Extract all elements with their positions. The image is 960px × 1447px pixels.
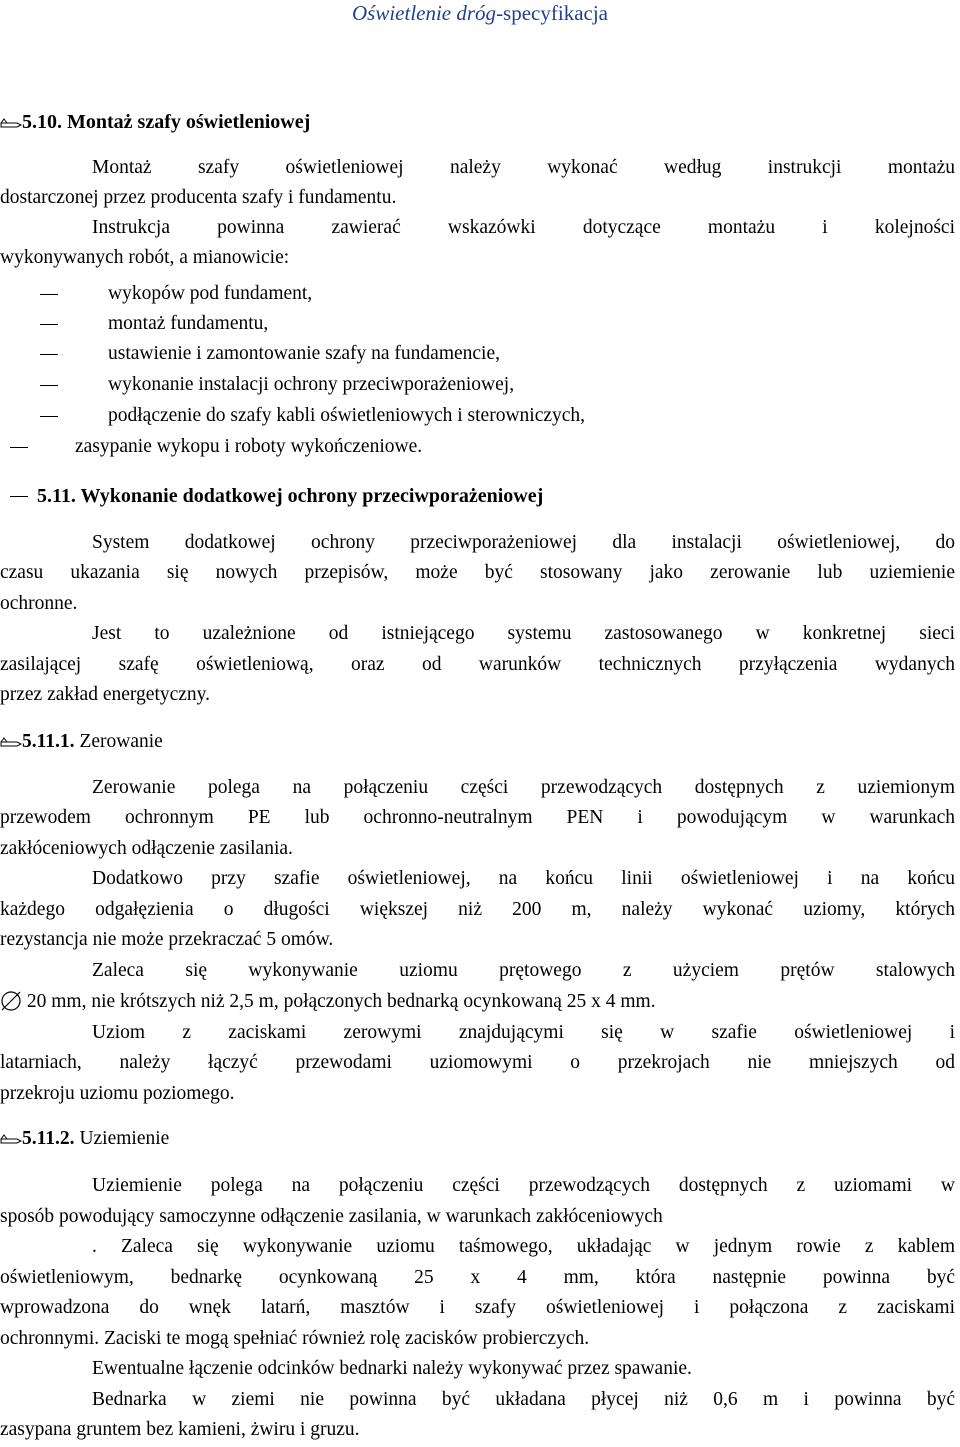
paragraph-line: każdego odgałęzienia o długości większej niż 200 m, należy wykonać uziomy, których bbox=[0, 899, 955, 920]
paragraph-line: System dodatkowej ochrony przeciwporażeniowej dla instalacji oświetleniowej, do bbox=[92, 532, 955, 553]
list-item: zasypanie wykopu i roboty wykończeniowe. bbox=[10, 435, 422, 459]
paragraph-line: sposób powodujący samoczynne odłączenie zasilania, w warunkach zakłóceniowych bbox=[0, 1206, 663, 1227]
paragraph-line: ochronne. bbox=[0, 593, 78, 614]
paragraph-line: zasypana gruntem bez kamieni, żwiru i gruzu. bbox=[0, 1419, 360, 1440]
paragraph-line: zakłóceniowych odłączenie zasilania. bbox=[0, 838, 293, 859]
paragraph-line: przewodem ochronnym PE lub ochronno-neutralnym PEN i powodującym w warunkach bbox=[0, 807, 955, 828]
paragraph-line: Instrukcja powinna zawierać wskazówki dotyczące montażu i kolejności bbox=[92, 217, 955, 238]
section-title: Zerowanie bbox=[74, 731, 163, 752]
paragraph-line: przez zakład energetyczny. bbox=[0, 684, 211, 705]
list-item: wykopów pod fundament, bbox=[40, 282, 312, 306]
diameter-icon bbox=[0, 990, 22, 1012]
list-item: podłączenie do szafy kabli oświetleniowych i sterowniczych, bbox=[40, 404, 585, 428]
dash-bullet-icon bbox=[10, 496, 28, 497]
section-5-11-2-heading bbox=[0, 1127, 955, 1151]
header-title-italic: Oświetlenie dróg bbox=[351, 1, 497, 25]
section-5-11-title: 5.11. Wykonanie dodatkowej ochrony przeciwporażeniowej bbox=[37, 485, 544, 507]
list-item: montaż fundamentu, bbox=[40, 312, 268, 336]
pointing-pen-icon bbox=[0, 730, 22, 754]
section-5-11-1-heading bbox=[0, 730, 955, 754]
paragraph-line: czasu ukazania się nowych przepisów, może być stosowany jako zerowanie lub uziemienie bbox=[0, 562, 955, 583]
section-title: Uziemienie bbox=[74, 1128, 170, 1149]
paragraph-line: Bednarka w ziemi nie powinna być układana płycej niż 0,6 m i powinna być bbox=[92, 1389, 955, 1410]
paragraph-line: rezystancja nie może przekraczać 5 omów. bbox=[0, 929, 334, 950]
paragraph-line: wprowadzona do wnęk latarń, masztów i szafy oświetleniowej i połączona z zaciskami bbox=[0, 1297, 955, 1318]
dash-bullet-icon bbox=[40, 294, 58, 295]
paragraph-line: Jest to uzależnione od istniejącego systemu zastosowanego w konkretnej sieci bbox=[92, 623, 955, 644]
dash-bullet-icon bbox=[10, 447, 28, 448]
paragraph-line: oświetleniowym, bednarkę ocynkowaną 25 x 4 mm, która następnie powinna być bbox=[0, 1267, 955, 1288]
paragraph-line: Zerowanie polega na połączeniu części przewodzących dostępnych z uziemionym bbox=[92, 777, 955, 798]
paragraph-line: Uziom z zaciskami zerowymi znajdującymi się w szafie oświetleniowej i bbox=[92, 1022, 955, 1043]
pointing-pen-icon bbox=[0, 1127, 22, 1151]
section-5-10-heading bbox=[0, 110, 955, 134]
section-5-11-heading bbox=[10, 484, 543, 508]
dash-bullet-icon bbox=[40, 416, 58, 417]
paragraph-line: Montaż szafy oświetleniowej należy wykonać według instrukcji montażu bbox=[92, 157, 955, 178]
paragraph-line: zasilającej szafę oświetleniową, oraz od warunków technicznych przyłączenia wydanych bbox=[0, 654, 955, 675]
paragraph-line: przekroju uziomu poziomego. bbox=[0, 1083, 235, 1104]
paragraph-line: Ewentualne łączenie odcinków bednarki należy wykonywać przez spawanie. bbox=[92, 1358, 692, 1379]
paragraph-line: 20 mm, nie krótszych niż 2,5 m, połączonych bednarką ocynkowaną 25 x 4 mm. bbox=[0, 990, 955, 1014]
dash-bullet-icon bbox=[40, 354, 58, 355]
paragraph-line: . Zaleca się wykonywanie uziomu taśmowego, układając w jednym rowie z kablem bbox=[92, 1236, 955, 1257]
section-number: 5.11.2. bbox=[22, 1128, 75, 1149]
paragraph-line: latarniach, należy łączyć przewodami uziomowymi o przekrojach nie mniejszych od bbox=[0, 1052, 955, 1073]
section-5-10-title: 5.10. Montaż szafy oświetleniowej bbox=[22, 111, 311, 133]
paragraph-line: Uziemienie polega na połączeniu części przewodzących dostępnych z uziomami w bbox=[92, 1175, 955, 1196]
dash-bullet-icon bbox=[40, 385, 58, 386]
paragraph-line: ochronnymi. Zaciski te mogą spełniać również rolę zacisków probierczych. bbox=[0, 1328, 590, 1349]
list-item: ustawienie i zamontowanie szafy na fundamencie, bbox=[40, 342, 500, 366]
list-item: wykonanie instalacji ochrony przeciwporażeniowej, bbox=[40, 373, 514, 397]
paragraph-line: Dodatkowo przy szafie oświetleniowej, na końcu linii oświetleniowej i na końcu bbox=[92, 868, 955, 889]
dash-bullet-icon bbox=[40, 324, 58, 325]
paragraph-line: dostarczonej przez producenta szafy i fundamentu. bbox=[0, 187, 397, 208]
header-title-rest: -specyfikacja bbox=[496, 1, 608, 25]
pointing-pen-icon bbox=[0, 110, 22, 134]
paragraph-line: wykonywanych robót, a mianowicie: bbox=[0, 247, 290, 268]
page-header bbox=[0, 0, 960, 26]
section-number: 5.11.1. bbox=[22, 731, 75, 752]
paragraph-line: Zaleca się wykonywanie uziomu prętowego z użyciem prętów stalowych bbox=[92, 960, 955, 981]
